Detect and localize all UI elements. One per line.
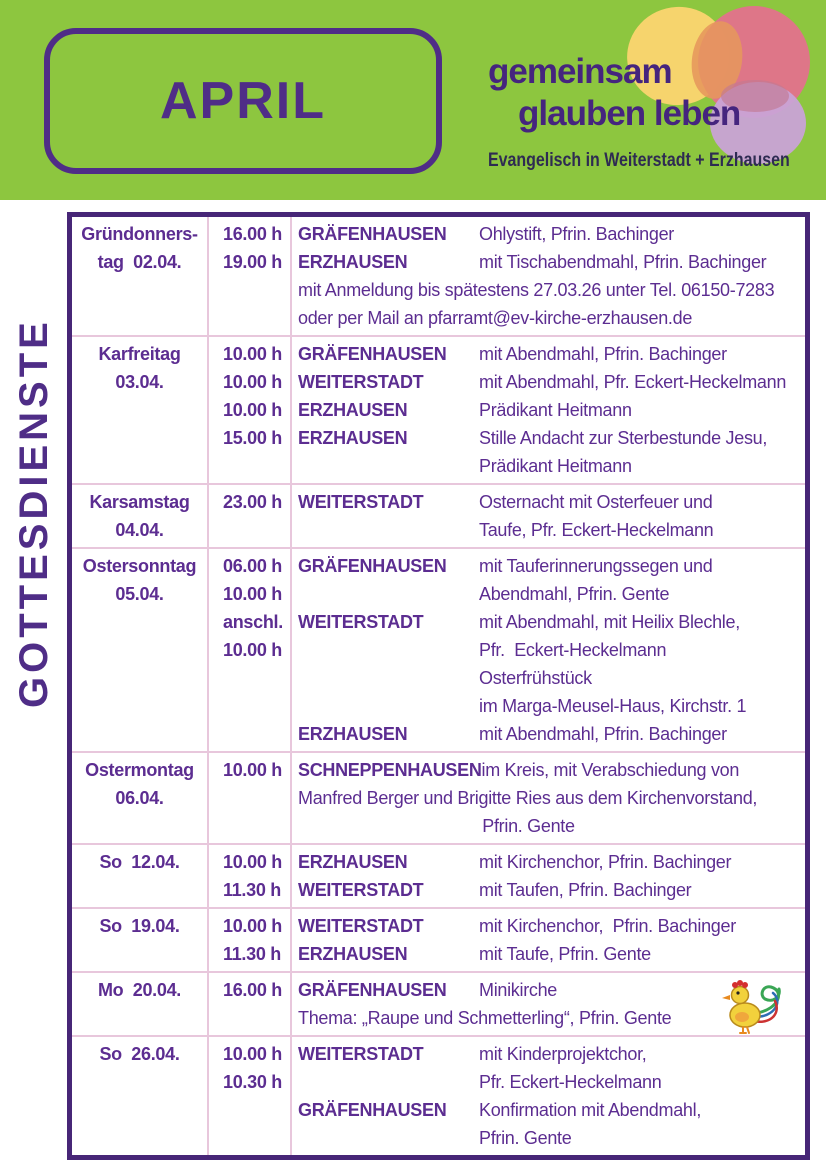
time-cell: 23.00 h [223,492,282,512]
description-text: Stille Andacht zur Sterbestunde Jesu, [479,428,768,448]
date-cell [72,845,209,907]
schedule-row [72,971,805,1035]
description-text: mit Tauferinnerungssegen und [479,556,713,576]
description-text: im Kreis, mit Verabschiedung von [481,760,740,780]
service-line [292,912,805,940]
location-label: WEITERSTADT [298,880,424,900]
april-badge [44,28,442,174]
description-text: mit Kirchenchor, Pfrin. Bachinger [479,852,732,872]
description-text: mit Kirchenchor, Pfrin. Bachinger [479,916,736,936]
location-label: GRÄFENHAUSEN [298,1100,447,1120]
time-cell: 10.00 h [223,852,282,872]
service-line [292,692,805,720]
description-text: Osternacht mit Osterfeuer und [479,492,713,512]
time-column [209,845,292,907]
time-column [209,973,292,1035]
location-label: WEITERSTADT [298,372,424,392]
date-line: So 19.04. [99,916,180,936]
description-text: mit Abendmahl, Pfr. Eckert-Heckelmann [479,372,787,392]
time-cell: 10.00 h [223,760,282,780]
date-cell [72,337,209,483]
location-label: WEITERSTADT [298,916,424,936]
service-line [292,876,805,904]
schedule-table [67,212,810,1160]
month-title: APRIL [160,72,326,130]
description-text: mit Kinderprojektchor, [479,1044,647,1064]
description-text: Pfr. Eckert-Heckelmann [479,1072,662,1092]
description-text: Taufe, Pfr. Eckert-Heckelmann [479,520,714,540]
time-cell: 10.00 h [223,372,282,392]
date-cell [72,1037,209,1155]
description-text: mit Abendmahl, Pfrin. Bachinger [479,724,727,744]
date-cell [72,485,209,547]
service-line [292,756,805,784]
details-column [292,753,805,843]
details-column [292,217,805,335]
location-label [292,1124,479,1152]
details-column [292,845,805,907]
schedule-row [72,335,805,483]
location-label: GRÄFENHAUSEN [298,980,447,1000]
service-line [292,1068,805,1096]
time-cell: 15.00 h [223,428,282,448]
location-label [292,580,479,608]
location-label [292,664,479,692]
date-cell [72,973,209,1035]
time-column [209,217,292,335]
location-label [292,516,479,544]
location-label: GRÄFENHAUSEN [298,556,447,576]
location-label: ERZHAUSEN [298,944,408,964]
service-line [292,1096,805,1124]
note-text: Manfred Berger und Brigitte Ries aus dem Kirchenvorstand, [298,788,758,808]
date-line: 06.04. [115,788,164,808]
date-line: 03.04. [115,372,164,392]
service-line [292,848,805,876]
description-text: mit Abendmahl, Pfrin. Bachinger [479,344,727,364]
service-line [292,340,805,368]
location-label [292,692,479,720]
service-line [292,396,805,424]
location-label [292,452,479,480]
description-text: Ohlystift, Pfrin. Bachinger [479,224,674,244]
header-banner [0,0,826,200]
logo-text-line1: gemeinsam [488,52,672,91]
service-line [292,636,805,664]
date-line: Karfreitag [98,344,181,364]
time-column [209,485,292,547]
time-cell: 06.00 h [223,556,282,576]
date-cell [72,549,209,751]
description-text: Abendmahl, Pfrin. Gente [479,584,670,604]
details-column [292,485,805,547]
description-text: Osterfrühstück [479,668,592,688]
description-text: im Marga-Meusel-Haus, Kirchstr. 1 [479,696,747,716]
service-line [292,424,805,452]
time-cell: 11.30 h [223,880,281,900]
schedule-row [72,843,805,907]
date-line: Mo 20.04. [97,980,182,1000]
details-column [292,1037,805,1155]
service-line [292,368,805,396]
note-text: oder per Mail an pfarramt@ev-kirche-erzhausen.de [298,308,693,328]
logo-subtitle: Evangelisch in Weiterstadt + Erzhausen [488,150,790,171]
date-line: Ostersonntag [82,556,197,576]
service-line [292,664,805,692]
service-line [292,1040,805,1068]
date-line: So 26.04. [99,1044,180,1064]
location-label [292,1068,479,1096]
service-line [292,1124,805,1152]
location-label: SCHNEPPENHAUSEN [298,760,482,780]
time-cell: 10.00 h [223,916,282,936]
details-column [292,549,805,751]
service-line [292,452,805,480]
location-label: ERZHAUSEN [298,428,408,448]
schedule-row [72,217,805,335]
details-column [292,973,805,1035]
schedule-row [72,483,805,547]
date-line: Karsamstag [89,492,190,512]
service-line [292,220,805,248]
date-line: Ostermontag [85,760,194,780]
time-cell: 10.30 h [223,1072,282,1092]
description-text: mit Taufe, Pfrin. Gente [479,944,651,964]
time-cell: 11.30 h [223,944,281,964]
note-text: Pfrin. Gente [482,816,575,836]
service-line [292,608,805,636]
time-column [209,753,292,843]
date-line: 05.04. [115,584,164,604]
note-text: mit Anmeldung bis spätestens 27.03.26 unter Tel. 06150-7283 [298,280,775,300]
time-cell: 19.00 h [223,252,282,272]
schedule-row [72,1035,805,1155]
location-label: ERZHAUSEN [298,724,408,744]
logo-text-line2: glauben leben [518,94,741,133]
time-cell: 16.00 h [223,980,282,1000]
description-text: mit Abendmahl, mit Heilix Blechle, [479,612,740,632]
time-cell: 10.00 h [223,640,282,660]
time-cell: 10.00 h [223,344,282,364]
service-line [292,580,805,608]
description-text: Pfr. Eckert-Heckelmann [479,640,667,660]
location-label: WEITERSTADT [298,1044,424,1064]
date-line: tag 02.04. [97,252,182,272]
date-cell [72,909,209,971]
description-text: Minikirche [479,980,558,1000]
date-cell [72,753,209,843]
date-cell [72,217,209,335]
time-column [209,337,292,483]
service-line [292,516,805,544]
location-label: WEITERSTADT [298,492,424,512]
time-column [209,549,292,751]
description-text: Konfirmation mit Abendmahl, [479,1100,702,1120]
date-line: So 12.04. [99,852,180,872]
time-column [209,1037,292,1155]
time-cell: 10.00 h [223,400,282,420]
service-line [292,720,805,748]
service-line [292,940,805,968]
time-cell: 10.00 h [223,584,282,604]
page-title-vertical: GOTTESDIENSTE [12,318,56,708]
details-column [292,909,805,971]
location-label [292,636,479,664]
description-text: mit Tischabendmahl, Pfrin. Bachinger [479,252,767,272]
date-line: Gründonners- [81,224,198,244]
service-line [292,248,805,276]
description-text: Prädikant Heitmann [479,400,632,420]
location-label: ERZHAUSEN [298,400,408,420]
location-label: GRÄFENHAUSEN [298,344,447,364]
description-text: Prädikant Heitmann [479,456,632,476]
time-cell: anschl. [223,612,283,632]
time-column [209,909,292,971]
time-cell: 10.00 h [223,1044,282,1064]
location-label: ERZHAUSEN [298,852,408,872]
location-label: WEITERSTADT [298,612,424,632]
note-text: Thema: „Raupe und Schmetterling“, Pfrin. Gente [298,1008,672,1028]
schedule-row [72,907,805,971]
date-line: 04.04. [115,520,164,540]
details-column [292,337,805,483]
schedule-row [72,751,805,843]
time-cell: 16.00 h [223,224,282,244]
service-line [292,488,805,516]
description-text: mit Taufen, Pfrin. Bachinger [479,880,692,900]
schedule-row [72,547,805,751]
description-text: Pfrin. Gente [479,1128,572,1148]
location-label: GRÄFENHAUSEN [298,224,447,244]
service-line [292,552,805,580]
rooster-icon [719,975,789,1035]
location-label: ERZHAUSEN [298,252,408,272]
